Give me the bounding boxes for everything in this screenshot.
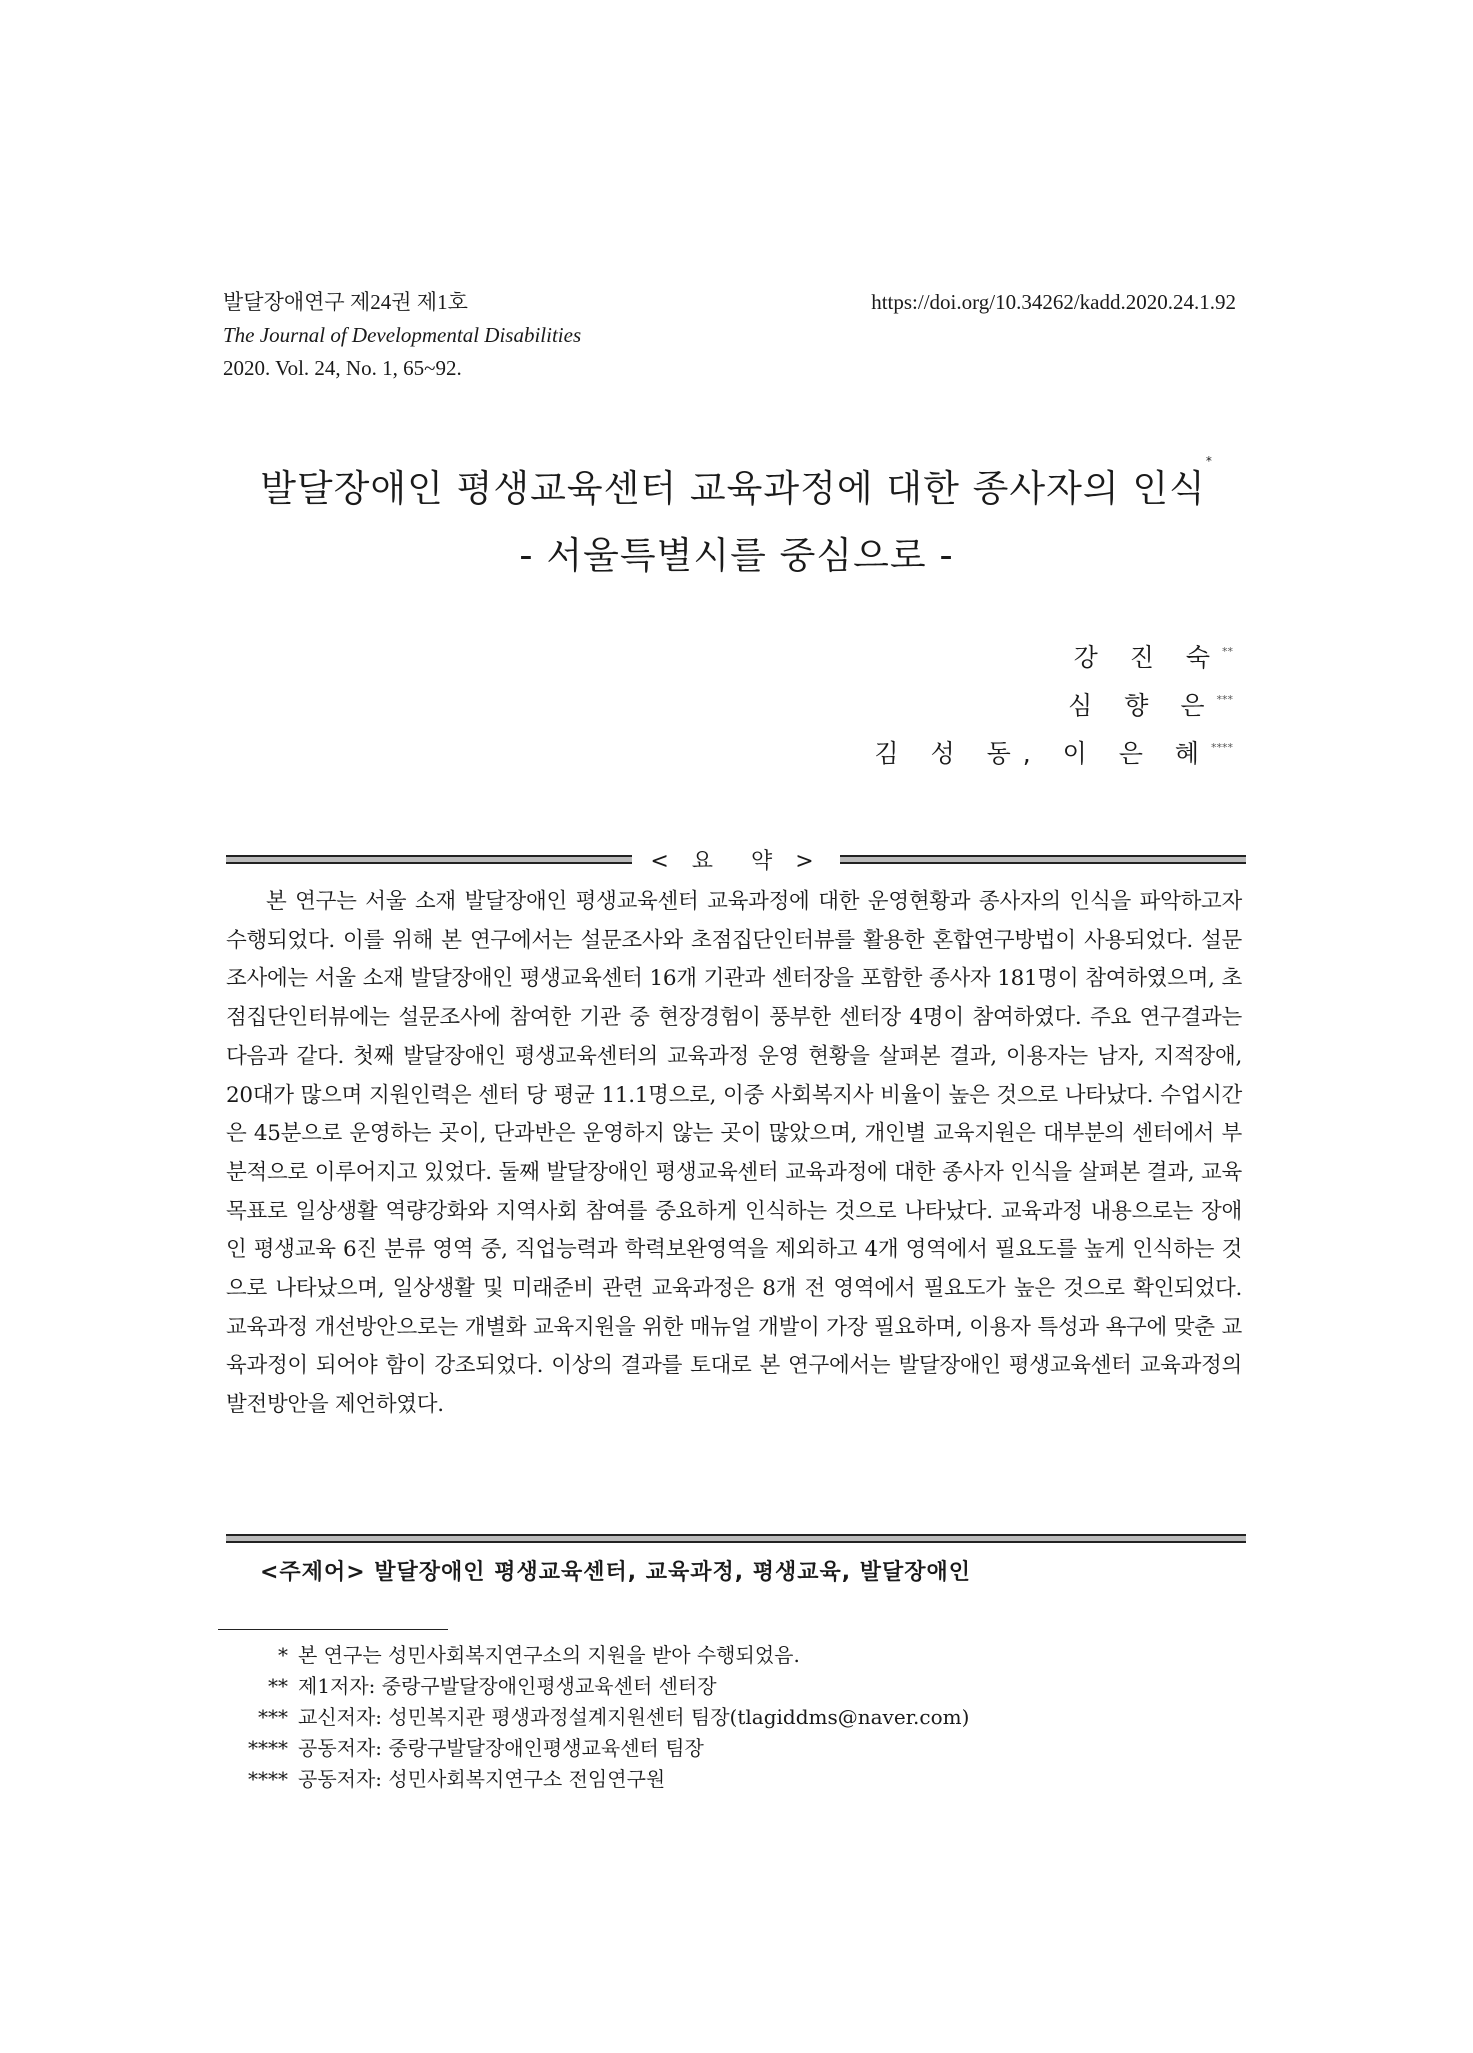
double-rule-divider (226, 855, 632, 864)
footnote-text: 제1저자: 중랑구발달장애인평생교육센터 센터장 (298, 1674, 717, 1698)
footnote (218, 1702, 969, 1733)
footnote (218, 1733, 969, 1764)
footnote-mark: *** (258, 1705, 288, 1729)
double-rule-divider (840, 855, 1246, 864)
author-name: 심 향 은 (1068, 691, 1217, 720)
keywords-label: <주제어> (260, 1560, 366, 1585)
footnote-mark: ** (268, 1674, 288, 1698)
author-name: 김 성 동, 이 은 혜 (874, 739, 1211, 768)
volume-info: 2020. Vol. 24, No. 1, 65~92. (223, 356, 462, 380)
keywords-text: 발달장애인 평생교육센터, 교육과정, 평생교육, 발달장애인 (374, 1560, 972, 1585)
author-mark: ** (1222, 645, 1233, 658)
journal-name-korean: 발달장애연구 제24권 제1호 (223, 290, 468, 314)
footnote-text: 본 연구는 성민사회복지연구소의 지원을 받아 수행되었음. (298, 1643, 800, 1667)
author-mark: **** (1211, 741, 1233, 754)
paper-subtitle: - 서울특별시를 중심으로 - (519, 534, 954, 577)
author-list (874, 634, 1233, 778)
keywords (260, 1555, 971, 1586)
author-entry (874, 634, 1233, 682)
footnote-mark: **** (248, 1767, 288, 1791)
abstract-header (226, 846, 1246, 872)
abstract-text: 본 연구는 서울 소재 발달장애인 평생교육센터 교육과정에 대한 운영현황과 종사자의 인식을 파악하고자 수행되었다. 이를 위해 본 연구에서는 설문조사와 초점집단인터뷰를 활용한 혼합연구방법이 사용되었다. 설문조사에는 서울 소재 발달장애인 평생교육센터 16개 기관과 센터장을 포함한 종사자 181명이 참여하였으며, 초점집단인터뷰에는 설문조사에 참여한 기관 중 현장경험이 풍부한 센터장 4명이 참여하였다. 주요 연구결과는 다음과 같다. 첫째 발달장애인 평생교육센터의 교육과정 운영 현황을 살펴본 결과, 이용자는 남자, 지적장애, 20대가 많으며 지원인력은 센터 당 평균 11.1명으로, 이중 사회복지사 비율이 높은 것으로 나타났다. 수업시간은 45분으로 운영하는 곳이, 단과반은 운영하지 않는 곳이 많았으며, 개인별 교육지원은 대부분의 센터에서 부분적으로 이루어지고 있었다. 둘째 발달장애인 평생교육센터 교육과정에 대한 종사자 인식을 살펴본 결과, 교육목표로 일상생활 역량강화와 지역사회 참여를 중요하게 인식하는 것으로 나타났다. 교육과정 내용으로는 장애인 평생교육 6진 분류 영역 중, 직업능력과 학력보완영역을 제외하고 4개 영역에서 필요도를 높게 인식하는 것으로 나타났으며, 일상생활 및 미래준비 관련 교육과정은 8개 전 영역에서 필요도가 높은 것으로 확인되었다. 교육과정 개선방안으로는 개별화 교육지원을 위한 매뉴얼 개발이 가장 필요하며, 이용자 특성과 욕구에 맞춘 교육과정이 되어야 함이 강조되었다. 이상의 결과를 토대로 본 연구에서는 발달장애인 평생교육센터 교육과정의 발전방안을 제언하였다. (226, 889, 1242, 1418)
footnote-text: 공동저자: 성민사회복지연구소 전임연구원 (298, 1767, 666, 1791)
author-entry (874, 682, 1233, 730)
footnote (218, 1671, 969, 1702)
journal-info (223, 286, 581, 385)
footnote-text: 교신저자: 성민복지관 평생과정설계지원센터 팀장(tlagiddms@naver.com) (298, 1705, 970, 1729)
paper-title-text: 발달장애인 평생교육센터 교육과정에 대한 종사자의 인식 (260, 467, 1206, 510)
abstract-label: < 요 약 > (650, 848, 822, 874)
paper-title (0, 454, 1473, 512)
footnotes (218, 1640, 969, 1795)
journal-name-english: The Journal of Developmental Disabilities (223, 323, 582, 347)
author-name: 강 진 숙 (1073, 643, 1222, 672)
title-footnote-mark: * (1205, 454, 1213, 468)
author-entry (874, 730, 1233, 778)
author-mark: *** (1216, 693, 1233, 706)
footnote (218, 1640, 969, 1671)
footnote-text: 공동저자: 중랑구발달장애인평생교육센터 팀장 (298, 1736, 704, 1760)
double-rule-divider (226, 1534, 1246, 1543)
footnote-mark: * (278, 1643, 288, 1667)
footnote-rule (218, 1629, 448, 1630)
footnote-mark: **** (248, 1736, 288, 1760)
footnote (218, 1764, 969, 1795)
doi-link[interactable]: https://doi.org/10.34262/kadd.2020.24.1.92 (871, 290, 1236, 314)
